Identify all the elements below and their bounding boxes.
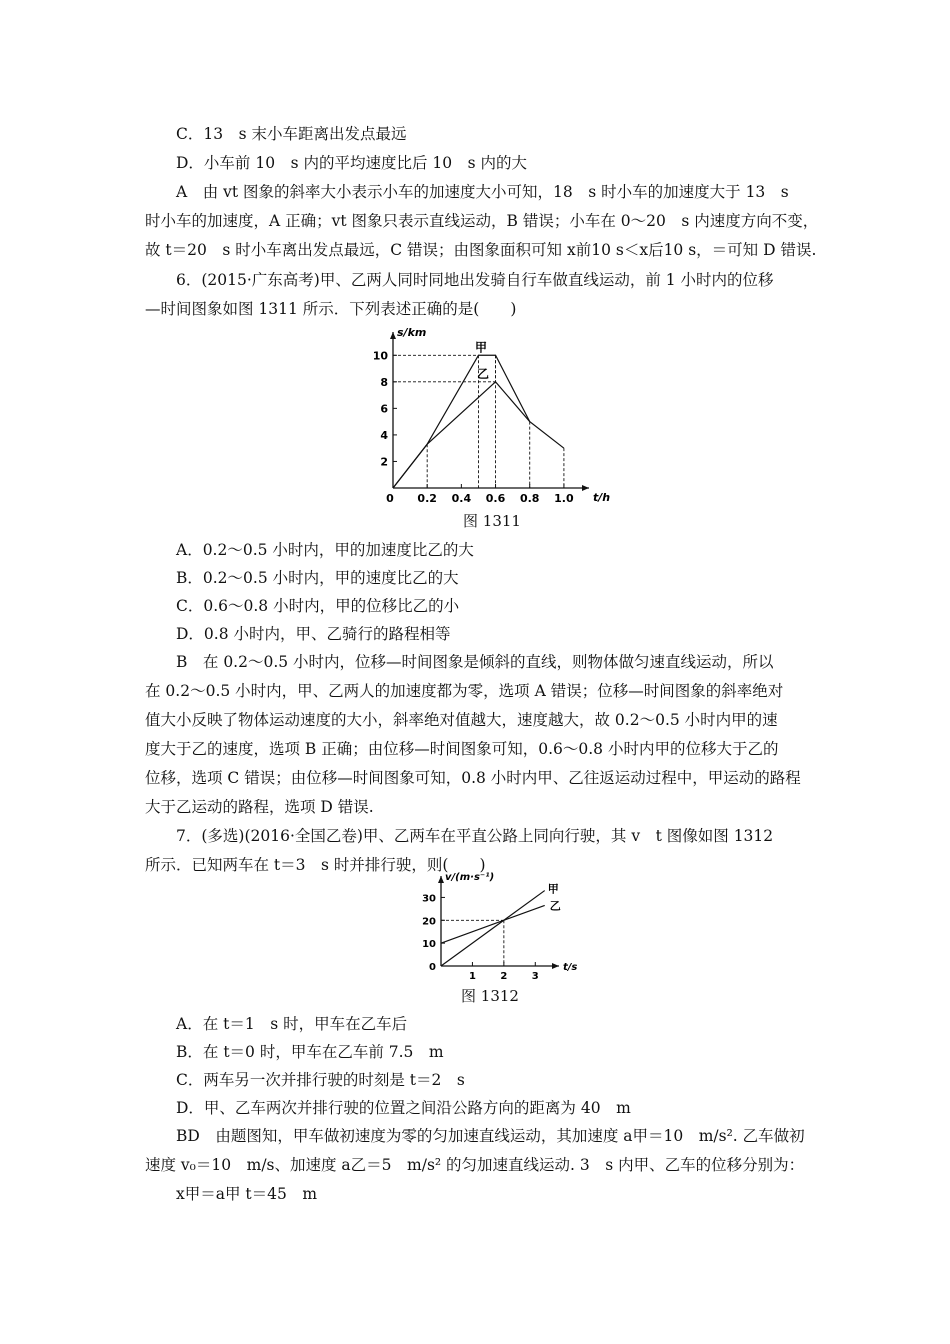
y-tick-label: 10 bbox=[372, 349, 388, 363]
origin-label: 0 bbox=[429, 962, 436, 973]
figure-1311-caption: 图 1311 bbox=[463, 512, 521, 530]
y-axis-label: v/(m·s⁻¹) bbox=[445, 872, 495, 883]
y-axis-label: s/km bbox=[397, 326, 427, 339]
x-tick-label: 2 bbox=[500, 971, 508, 982]
q5-option-d: D．小车前 10 s 内的平均速度比后 10 s 内的大 bbox=[176, 154, 527, 172]
q7-answer-line-2: 速度 v₀＝10 m/s、加速度 a乙＝5 m/s² 的匀加速直线运动. 3 s 内甲、乙车的位移分别为： bbox=[145, 1156, 805, 1174]
y-tick-label: 10 bbox=[422, 939, 436, 951]
q7-option-a: A．在 t＝1 s 时，甲车在乙车后 bbox=[176, 1015, 408, 1033]
x-tick-label: 3 bbox=[531, 971, 539, 982]
q6-answer-line-4: 度大于乙的速度，选项 B 正确；由位移—时间图象可知，0.6～0.8 小时内甲的位移大于乙的 bbox=[145, 740, 779, 758]
x-tick-label: 0.8 bbox=[519, 492, 540, 505]
y-tick-label: 4 bbox=[380, 428, 388, 442]
q7-stem-line-2: 所示．已知两车在 t＝3 s 时并排行驶，则( ) bbox=[145, 856, 486, 874]
y-tick-label: 20 bbox=[422, 916, 436, 928]
q6-answer-line-6: 大于乙运动的路程，选项 D 错误. bbox=[145, 798, 374, 816]
x-tick-label: 0.4 bbox=[451, 492, 472, 505]
y-tick-label: 2 bbox=[380, 455, 388, 469]
series-jia-label: 甲 bbox=[475, 340, 488, 355]
q7-option-d: D．甲、乙车两次并排行驶的位置之间沿公路方向的距离为 40 m bbox=[176, 1099, 631, 1117]
series-yi-line bbox=[441, 905, 545, 943]
q7-answer-line-1: BD 由题图知，甲车做初速度为零的匀加速直线运动，其加速度 a甲＝10 m/s². 乙车做初 bbox=[176, 1127, 805, 1145]
x-tick-label: 1 bbox=[468, 971, 476, 982]
q6-stem-line-2: —时间图象如图 1311 所示．下列表述正确的是( ) bbox=[145, 300, 517, 318]
y-axis-arrow bbox=[438, 876, 444, 883]
y-tick-label: 30 bbox=[422, 893, 436, 905]
series-jia-line bbox=[441, 891, 545, 966]
q7-option-c: C．两车另一次并排行驶的时刻是 t＝2 s bbox=[176, 1071, 465, 1089]
q6-option-a: A．0.2～0.5 小时内，甲的加速度比乙的大 bbox=[176, 541, 474, 559]
y-tick-label: 8 bbox=[380, 375, 388, 389]
series-jia-label: 甲 bbox=[547, 882, 559, 896]
x-tick-label: 1.0 bbox=[554, 492, 574, 505]
q6-option-d: D．0.8 小时内，甲、乙骑行的路程相等 bbox=[176, 625, 451, 643]
q5-answer-line-1: A 由 vt 图象的斜率大小表示小车的加速度大小可知，18 s 时小车的加速度大于 13 s bbox=[176, 183, 789, 201]
figure-1312-caption: 图 1312 bbox=[461, 987, 519, 1005]
x-tick-label: 0 bbox=[386, 492, 394, 505]
q5-option-c: C．13 s 末小车距离出发点最远 bbox=[176, 125, 407, 143]
y-axis-arrow bbox=[390, 332, 396, 339]
q6-answer-line-2: 在 0.2～0.5 小时内，甲、乙两人的加速度都为零，选项 A 错误；位移—时间图象的斜率绝对 bbox=[145, 682, 784, 700]
x-axis-arrow bbox=[582, 485, 589, 491]
q7-option-b: B．在 t＝0 时，甲车在乙车前 7.5 m bbox=[176, 1043, 444, 1061]
y-tick-label: 6 bbox=[380, 402, 388, 416]
q7-answer-line-3: x甲＝a甲 t＝45 m bbox=[176, 1185, 318, 1203]
q7-stem-line-1: 7．(多选)(2016·全国乙卷)甲、乙两车在平直公路上同向行驶，其 v t 图像如图 1312 bbox=[176, 827, 774, 845]
x-axis-label: t/s bbox=[563, 962, 578, 973]
q5-answer-line-2: 时小车的加速度，A 正确；vt 图象只表示直线运动，B 错误；小车在 0～20 s 内速度方向不变， bbox=[145, 212, 819, 230]
series-yi-label: 乙 bbox=[477, 366, 490, 381]
q6-answer-line-5: 位移，选项 C 错误；由位移—时间图象可知，0.8 小时内甲、乙往返运动过程中，甲运动的路程 bbox=[145, 769, 801, 787]
x-axis-label: t/h bbox=[593, 491, 611, 504]
q6-stem-line-1: 6．(2015·广东高考)甲、乙两人同时同地出发骑自行车做直线运动，前 1 小时内的位移 bbox=[176, 271, 774, 289]
q6-answer-line-1: B 在 0.2～0.5 小时内，位移—时间图象是倾斜的直线，则物体做匀速直线运动，所以 bbox=[176, 653, 774, 671]
series-yi-label: 乙 bbox=[549, 899, 561, 913]
q5-answer-line-3: 故 t＝20 s 时小车离出发点最远，C 错误；由图象面积可知 x前10 s＜x后10 s，＝可知 D 错误. bbox=[145, 241, 817, 259]
figure-1312-chart bbox=[405, 872, 595, 987]
q6-answer-line-3: 值大小反映了物体运动速度的大小，斜率绝对值越大，速度越大，故 0.2～0.5 小时内甲的速 bbox=[145, 711, 778, 729]
q6-option-b: B．0.2～0.5 小时内，甲的速度比乙的大 bbox=[176, 569, 459, 587]
q6-option-c: C．0.6～0.8 小时内，甲的位移比乙的小 bbox=[176, 597, 460, 615]
x-tick-label: 0.6 bbox=[485, 492, 506, 505]
figure-1311-chart bbox=[355, 320, 615, 510]
x-tick-label: 0.2 bbox=[417, 492, 437, 505]
series-yi-line bbox=[393, 382, 530, 488]
x-axis-arrow bbox=[552, 963, 559, 969]
